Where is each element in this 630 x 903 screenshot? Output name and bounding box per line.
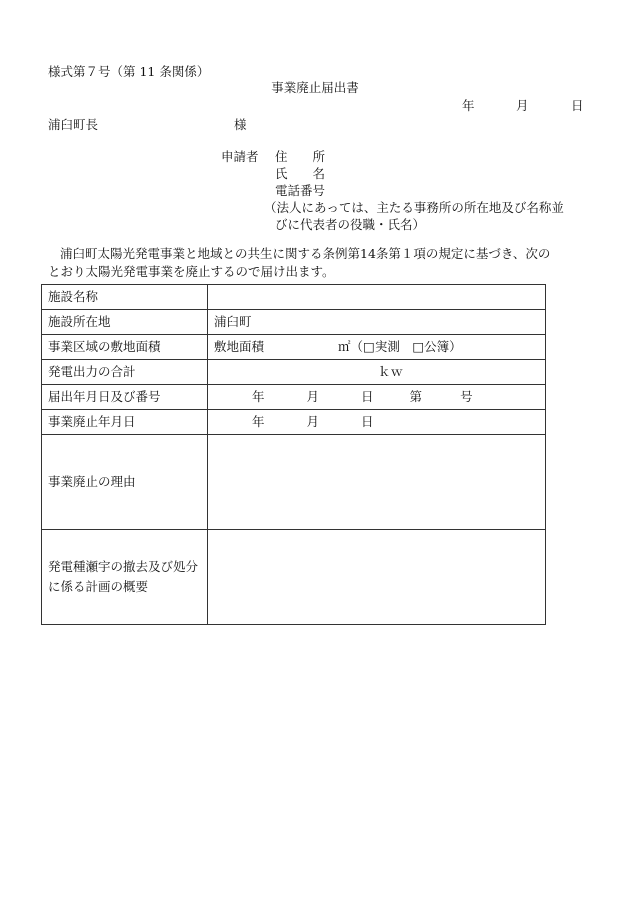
abolition-month: 月	[306, 414, 320, 429]
filing-year: 年	[252, 389, 265, 404]
row-removal-plan	[42, 530, 546, 625]
filing-month: 月	[306, 389, 320, 404]
applicant-label: 申請者	[221, 149, 259, 164]
filing-dai: 第	[409, 389, 423, 404]
facility-location-value: 浦臼町	[214, 314, 252, 329]
filing-date-number-label: 届出年月日及び番号	[42, 385, 208, 410]
applicant-note-line2: びに代表者の役職・氏名）	[275, 217, 426, 232]
intro-paragraph	[48, 245, 588, 281]
output-unit: ｋｗ	[378, 364, 404, 379]
applicant-phone-label: 電話番号	[275, 183, 326, 198]
site-area-field[interactable]	[208, 335, 546, 360]
document-title: 事業廃止届出書	[271, 80, 359, 95]
abolition-date-field[interactable]	[208, 410, 546, 435]
row-abolition-reason	[42, 435, 546, 530]
removal-plan-label: 発電種瀬宇の撤去及び処分に係る計画の概要	[42, 530, 208, 625]
abolition-reason-label: 事業廃止の理由	[42, 435, 208, 530]
honorific: 様	[234, 117, 247, 132]
form-number: 様式第７号（第 11 条関係）	[48, 64, 210, 79]
abolition-day: 日	[361, 414, 374, 429]
date-month-label: 月	[516, 98, 529, 113]
site-area-label: 事業区域の敷地面積	[42, 335, 208, 360]
addressee: 浦臼町長	[48, 117, 99, 132]
row-site-area	[42, 335, 546, 360]
removal-plan-field[interactable]	[208, 530, 546, 625]
output-total-field[interactable]	[208, 360, 546, 385]
row-abolition-date	[42, 410, 546, 435]
filing-gou: 号	[460, 389, 473, 404]
row-filing-date-number	[42, 385, 546, 410]
site-area-unit-options: ㎡（□実測 □公簿）	[338, 339, 462, 354]
abolition-reason-field[interactable]	[208, 435, 546, 530]
facility-location-field[interactable]	[208, 310, 546, 335]
row-facility-name	[42, 285, 546, 310]
facility-name-field[interactable]	[208, 285, 546, 310]
filing-day: 日	[361, 389, 374, 404]
date-year-label: 年	[462, 98, 475, 113]
facility-location-label: 施設所在地	[42, 310, 208, 335]
intro-line-1: 浦臼町太陽光発電事業と地域との共生に関する条例第14条第１項の規定に基づき、次の	[60, 246, 551, 261]
facility-name-label: 施設名称	[42, 285, 208, 310]
form-table	[41, 284, 546, 625]
intro-line-2: とおり太陽光発電事業を廃止するので届け出ます。	[48, 264, 335, 279]
filing-date-number-field[interactable]	[208, 385, 546, 410]
output-total-label: 発電出力の合計	[42, 360, 208, 385]
site-area-prefix: 敷地面積	[214, 339, 265, 354]
abolition-date-label: 事業廃止年月日	[42, 410, 208, 435]
abolition-year: 年	[252, 414, 265, 429]
applicant-address-label: 住 所	[275, 149, 326, 164]
row-facility-location	[42, 310, 546, 335]
applicant-name-label: 氏 名	[275, 166, 326, 181]
row-output-total	[42, 360, 546, 385]
date-day-label: 日	[571, 98, 584, 113]
applicant-note-line1: （法人にあっては、主たる事務所の所在地及び名称並	[264, 200, 564, 215]
